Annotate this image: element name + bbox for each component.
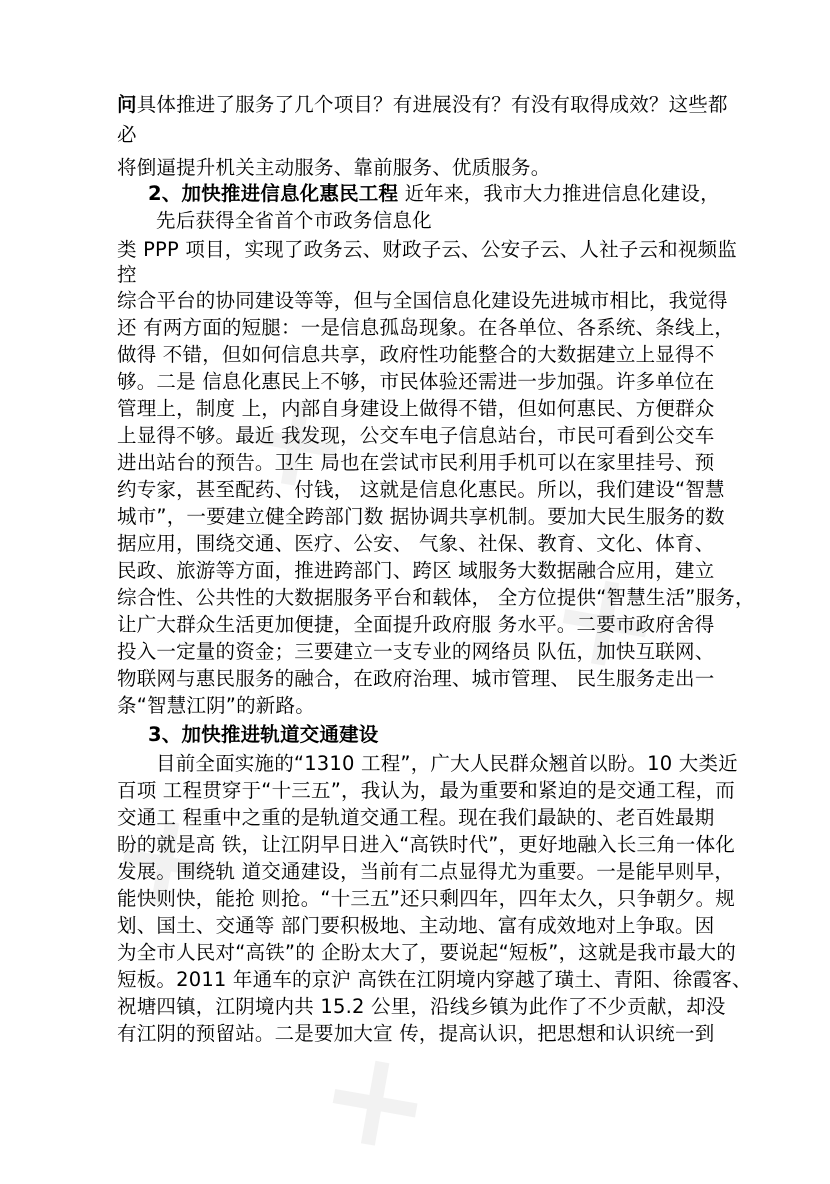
section-heading: 3、加快推进轨道交通建设 (148, 723, 379, 746)
text-line: 为全市人民对“高铁”的 企盼太大了，要说起“短板”，这就是我市最大的 (117, 941, 736, 964)
text-line: 先后获得全省首个市政务信息化 (156, 209, 432, 232)
text-line-lead: 问 (117, 93, 137, 116)
watermark-mark: ✕ (531, 545, 681, 704)
text-line: 发展。围绕轨 道交通建设，当前有二点显得尤为重要。一是能早则早， (117, 860, 735, 883)
text-line: 让广大群众生活更加便捷，全面提升政府服 务水平。二要市政府舍得 (117, 613, 715, 636)
text-line: 百项 工程贯穿于“十三五”，我认为，最为重要和紧迫的是交通工程，而 (117, 779, 736, 802)
text-line: 据应用，围绕交通、医疗、公安、 气象、社保、教育、文化、体育、 (117, 532, 715, 555)
text-line: 上显得不够。最近 我发现，公交车电子信息站台，市民可看到公交车 (117, 424, 715, 447)
text-line: 控 (117, 263, 137, 286)
watermark-mark: ✕ (221, 365, 371, 524)
text-line: 短板。2011 年通车的京沪 高铁在江阴境内穿越了璜土、青阳、徐霞客、 (117, 968, 752, 991)
text-line: 够。二是 信息化惠民上不够，市民体验还需进一步加强。许多单位在 (117, 370, 715, 393)
text-line: 还 有两方面的短腿：一是信息孤岛现象。在各单位、各系统、条线上， (117, 316, 735, 339)
text-line: 综合性、公共性的大数据服务平台和载体， 全方位提供“智慧生活”服务， (117, 586, 755, 609)
text-line (117, 92, 728, 118)
text-line: 盼的就是高 铁，让江阴早日进入“高铁时代”，更好地融入长三角一体化 (117, 833, 736, 856)
text-line: 划、国土、交通等 部门要积极地、主动地、富有成效地对上争取。因 (117, 914, 715, 937)
section-heading: 2、加快推进信息化惠民工程 (148, 182, 399, 205)
watermark-mark: ✕ (91, 785, 241, 944)
text-line: 近年来，我市大力推进信息化建设， (398, 182, 720, 205)
section-heading-line (148, 181, 720, 207)
text-line: 物联网与惠民服务的融合，在政府治理、城市管理、 民生服务走出一 (117, 667, 715, 690)
text-line-rest: 具体推进了服务了几个项目？有进展没有？有没有取得成效？这些都 (136, 93, 728, 116)
text-line: 约专家，甚至配药、付钱， 这就是信息化惠民。所以，我们建设“智慧 (117, 478, 725, 501)
text-line: 进出站台的预告。卫生 局也在尝试市民利用手机可以在家里挂号、预 (117, 451, 715, 474)
text-line: 城市”，一要建立健全跨部门数 据协调共享机制。要加大民生服务的数 (117, 505, 725, 528)
text-line: 民政、旅游等方面，推进跨部门、跨区 域服务大数据融合应用，建立 (117, 559, 715, 582)
text-line: 必 (117, 123, 137, 146)
text-line: 目前全面实施的“1310 工程”，广大人民群众翘首以盼。10 大类近 (156, 752, 738, 775)
text-line: 投入一定量的资金；三要建立一支专业的网络员 队伍，加快互联网、 (117, 640, 715, 663)
text-line: 管理上，制度 上，内部自身建设上做得不错，但如何惠民、方便群众 (117, 397, 715, 420)
text-line: 将倒逼提升机关主动服务、靠前服务、优质服务。 (117, 156, 551, 179)
text-line: 综合平台的协同建设等等，但与全国信息化建设先进城市相比，我觉得 (117, 289, 728, 312)
text-line: 做得 不错，但如何信息共享，政府性功能整合的大数据建立上显得不 (117, 343, 715, 366)
text-line: 条“智慧江阴”的新路。 (117, 694, 315, 717)
text-line: 能快则快，能抢 则抢。“十三五”还只剩四年，四年太久，只争朝夕。规 (117, 887, 736, 910)
text-line: 类 PPP 项目，实现了政务云、财政子云、公安子云、人社子云和视频监 (117, 238, 737, 261)
text-line: 有江阴的预留站。二是要加大宣 传，提高认识，把思想和认识统一到 (117, 1022, 715, 1045)
text-line: 交通工 程重中之重的是轨道交通工程。现在我们最缺的、老百姓最期 (117, 806, 715, 829)
watermark-mark: ✕ (301, 1025, 451, 1184)
text-line: 祝塘四镇，江阴境内共 15.2 公里，沿线乡镇为此作了不少贡献，却没 (117, 995, 726, 1018)
